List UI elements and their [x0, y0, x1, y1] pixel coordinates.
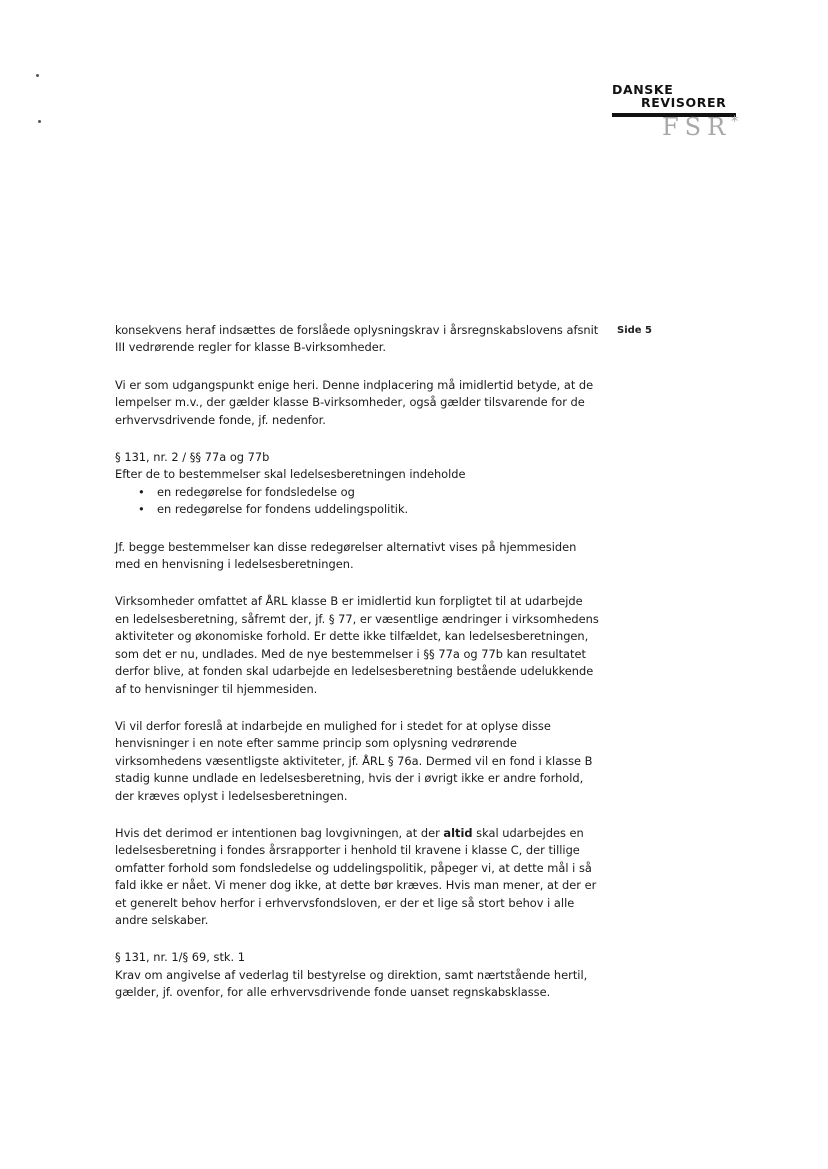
document-body — [115, 322, 600, 1022]
fsr-logo — [612, 82, 739, 142]
bullet-item: • en redegørelse for fondens uddelingspolitik. — [144, 501, 600, 518]
paragraph: Krav om angivelse af vederlag til bestyrelse og direktion, samt nærtstående hertil, gælder, jf. ovenfor, for alle erhvervsdrivende fonde uanset regnskabsklasse. — [115, 967, 588, 1000]
paragraph: Vi er som udgangspunkt enige heri. Denne indplacering må imidlertid betyde, at de lempelser m.v., der gælder klasse B-virksomheder, også gælder tilsvarende for de erhvervsdrivende fonde, jf. nedenfor. — [115, 377, 594, 427]
paragraph: Jf. begge bestemmelser kan disse redegørelser alternativt vises på hjemmesiden med en henvisning i ledelsesberetningen. — [115, 539, 577, 572]
paragraph: Hvis det derimod er intentionen bag lovgivningen, at der altid skal udarbejdes en ledelsesberetning i fondes årsrapporter i henhold til kravene i klasse C, der tillige omfatter forhold som fondsledelse og uddelingspolitik, påpeger vi, at dette mål i så fald ikke er nået. Vi mener dog ikke, at dette bør kræves. Hvis man mener, at der er et generelt behov herfor i erhvervsfondsloven, er der et lige så stort behov i alle andre selskaber. — [115, 825, 597, 927]
emphasis-altid: altid — [443, 825, 473, 840]
paragraph: konsekvens heraf indsættes de forslåede oplysningskrav i årsregnskabslovens afsnit III vedrørende regler for klasse B-virksomheder. — [115, 323, 599, 355]
logo-line-danske: DANSKE — [612, 82, 674, 97]
bullet-list — [115, 484, 600, 519]
section-heading: § 131, nr. 1/§ 69, stk. 1 — [115, 950, 246, 965]
bullet-item: • en redegørelse for fondsledelse og — [144, 484, 600, 501]
scan-speck — [38, 120, 41, 123]
page-number: Side 5 — [617, 325, 653, 336]
logo-line-revisorer: REVISORER — [641, 95, 727, 110]
paragraph: Virksomheder omfattet af ÅRL klasse B er imidlertid kun forpligtet til at udarbejde en ledelsesberetning, såfremt der, jf. § 77, er væsentlige ændringer i virksomhedens aktiviteter og økonomiske forhold. Er dette ikke tilfældet, kan ledelsesberetningen, som det er nu, undlades. Med de nye bestemmelser i §§ 77a og 77b kan resultatet derfor blive, at fonden skal udarbejde en ledelsesberetning bestående udelukkende af to henvisninger til hjemmesiden. — [115, 594, 599, 696]
section-intro: Efter de to bestemmelser skal ledelsesberetningen indeholde — [115, 467, 466, 482]
scan-speck — [36, 74, 39, 77]
section-heading: § 131, nr. 2 / §§ 77a og 77b — [115, 450, 270, 465]
paragraph: Vi vil derfor foreslå at indarbejde en mulighed for i stedet for at oplyse disse henvisninger i en note efter samme princip som oplysning vedrørende virksomhedens væsentligste aktiviteter, jf. ÅRL § 76a. Dermed vil en fond i klasse B stadig kunne undlade en ledelsesberetning, hvis der i øvrigt ikke er andre forhold, der kræves oplyst i ledelsesberetningen. — [115, 718, 593, 803]
logo-fsr-mark: FSR* — [662, 113, 739, 141]
